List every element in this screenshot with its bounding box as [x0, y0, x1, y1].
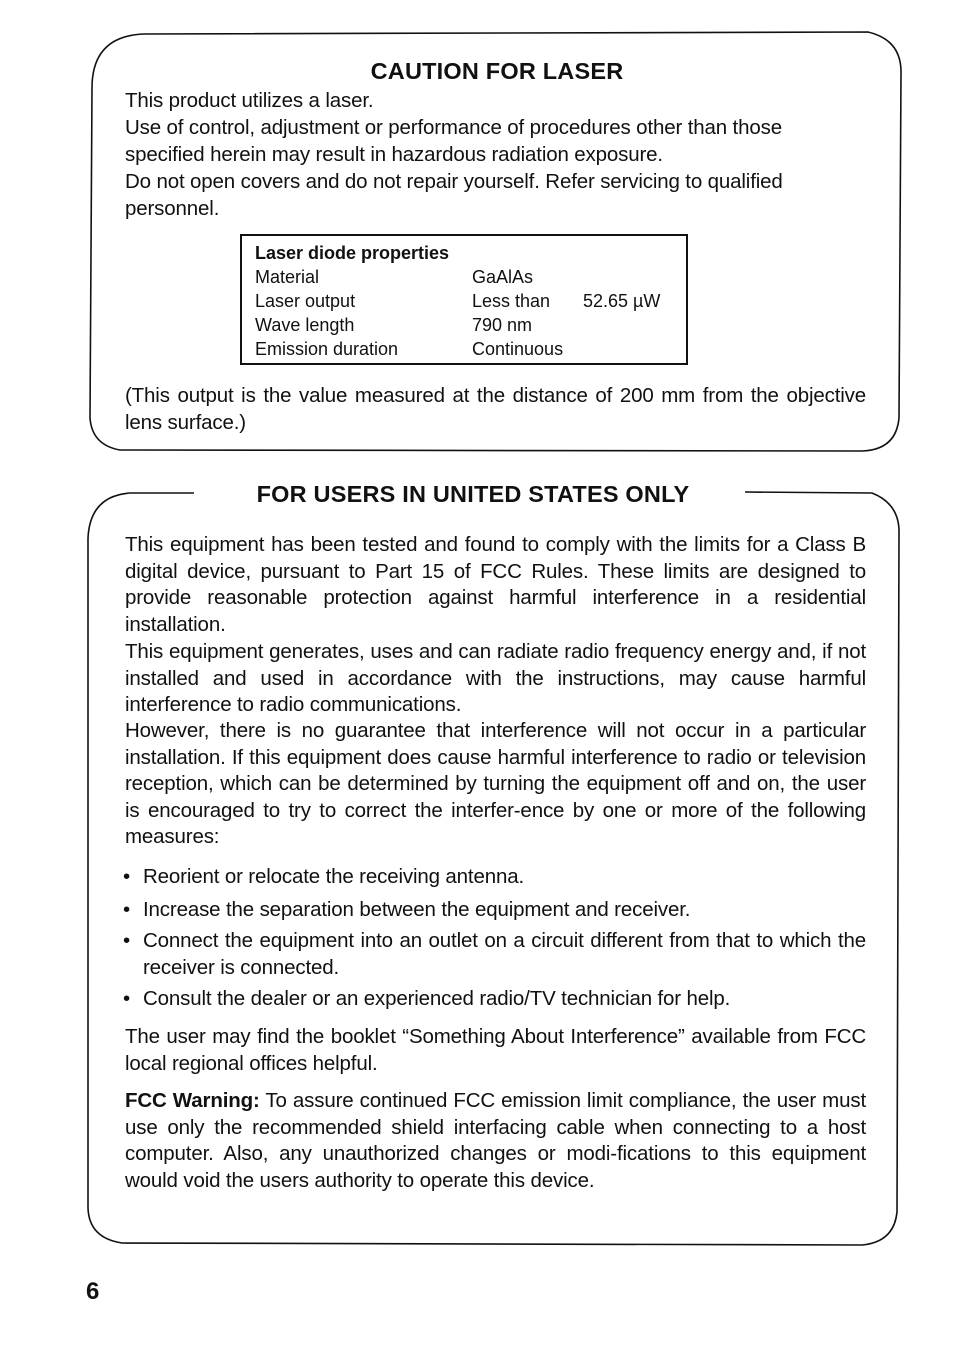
laser-row-material — [255, 265, 685, 289]
fcc-paragraph-booklet: The user may find the booklet “Something About Interference” available from FCC local regional offices helpful. — [125, 1025, 866, 1075]
list-item — [120, 897, 866, 924]
list-item-text: Connect the equipment into an outlet on a circuit different from that to which the receiver is connected. — [143, 929, 866, 979]
fcc-warning-text: To assure continued FCC emission limit compliance, the user must use only the recommended shield interfacing cable when connecting to a host computer. Also, any unauthorized changes or modi-fications to this equipment would void the users authority to operate this device. — [125, 1089, 866, 1192]
caution-title: CAUTION FOR LASER — [370, 58, 624, 84]
list-item — [120, 864, 866, 891]
fcc-paragraph-guarantee: However, there is no guarantee that interference will not occur in a particular installation. If this equipment does cause harmful interference to radio or television reception, which can be determined by turning the equipment off and on, the user is encouraged to try to correct the interfer-ence by one or more of the following measures: — [125, 719, 866, 849]
laser-row-label: Wave length — [255, 315, 355, 335]
laser-properties-table — [240, 234, 688, 365]
laser-row-value: GaAlAs — [472, 267, 534, 287]
laser-row-value: 790 nm — [472, 315, 533, 335]
fcc-paragraph-compliance: This equipment has been tested and found to comply with the limits for a Class B digital device, pursuant to Part 15 of FCC Rules. These limits are designed to provide reasonable protection against harmful interference in a residential installation. — [125, 533, 866, 636]
list-item-text: Consult the dealer or an experienced radio/TV technician for help. — [143, 987, 731, 1011]
list-item-text: Reorient or relocate the receiving antenna. — [143, 865, 525, 888]
bullet-icon: • — [123, 929, 131, 953]
page-number: 6 — [86, 1278, 100, 1305]
laser-row-extra: 52.65 µW — [583, 291, 661, 311]
fcc-warning-label: FCC Warning: — [125, 1089, 260, 1112]
caution-paragraph-procedures: Use of control, adjustment or performance of procedures other than those specified herein may result in hazardous radiation exposure. — [125, 116, 782, 166]
bullet-icon: • — [123, 987, 131, 1011]
laser-row-emission — [255, 337, 685, 361]
caution-measurement-note: (This output is the value measured at the distance of 200 mm from the objective lens surface.) — [125, 384, 866, 434]
laser-row-label: Material — [255, 267, 320, 287]
list-item — [120, 928, 866, 981]
fcc-warning — [125, 1088, 866, 1194]
bullet-icon: • — [123, 865, 131, 888]
list-item-text: Increase the separation between the equipment and receiver. — [143, 897, 691, 921]
caution-paragraph-servicing: Do not open covers and do not repair yourself. Refer servicing to qualified personnel. — [125, 170, 783, 220]
laser-row-label: Emission duration — [255, 339, 399, 359]
laser-row-wavelength — [255, 313, 685, 337]
laser-row-label: Laser output — [255, 291, 356, 311]
list-item — [120, 986, 866, 1013]
laser-row-value: Continuous — [472, 339, 564, 359]
caution-intro: This product utilizes a laser. — [125, 89, 374, 112]
fcc-paragraph-radiation: This equipment generates, uses and can radiate radio frequency energy and, if not installed and used in accordance with the instructions, may cause harmful interference to radio communications. — [125, 640, 866, 717]
fcc-title: FOR USERS IN UNITED STATES ONLY — [203, 481, 743, 508]
bullet-icon: • — [123, 897, 131, 921]
fcc-measures-list — [120, 864, 866, 1013]
laser-table-title: Laser diode properties — [255, 243, 450, 263]
laser-row-value: Less than — [472, 291, 551, 311]
laser-row-output — [255, 289, 685, 313]
